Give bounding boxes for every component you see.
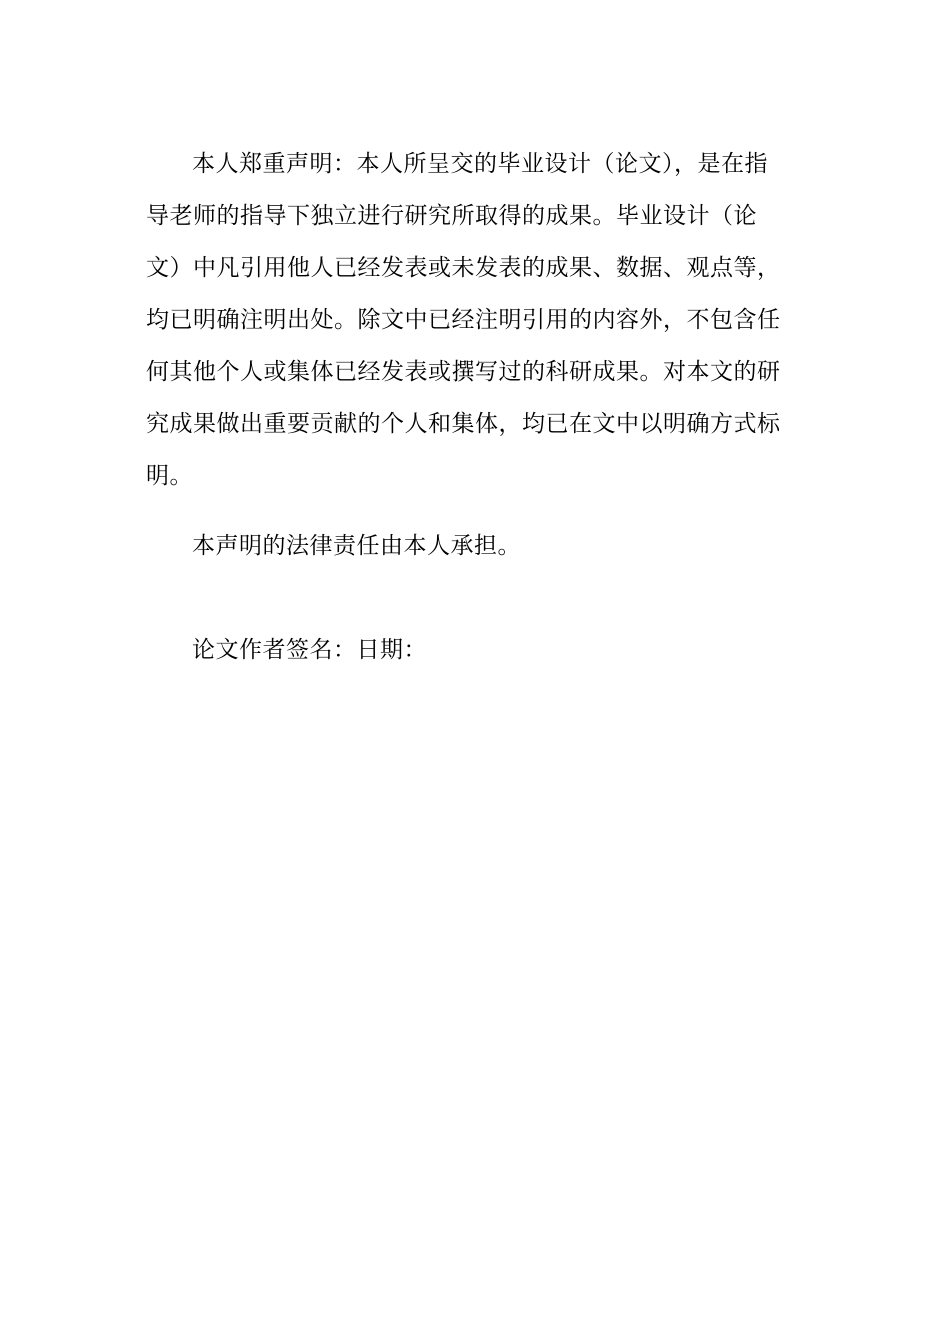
declaration-line: 导老师的指导下独立进行研究所取得的成果。毕业设计（论 xyxy=(146,203,757,229)
declaration-line: 本人郑重声明：本人所呈交的毕业设计（论文），是在指 xyxy=(192,151,768,177)
declaration-line: 究成果做出重要贡献的个人和集体，均已在文中以明确方式标 xyxy=(146,411,781,437)
legal-responsibility-statement: 本声明的法律责任由本人承担。 xyxy=(192,533,521,559)
declaration-line: 均已明确注明出处。除文中已经注明引用的内容外，不包含任 xyxy=(146,307,781,333)
declaration-line: 何其他个人或集体已经发表或撰写过的科研成果。对本文的研 xyxy=(146,359,781,385)
signature-date-line: 论文作者签名：日期： xyxy=(192,637,427,663)
declaration-line: 明。 xyxy=(146,463,193,489)
declaration-line: 文）中凡引用他人已经发表或未发表的成果、数据、观点等， xyxy=(146,255,781,281)
